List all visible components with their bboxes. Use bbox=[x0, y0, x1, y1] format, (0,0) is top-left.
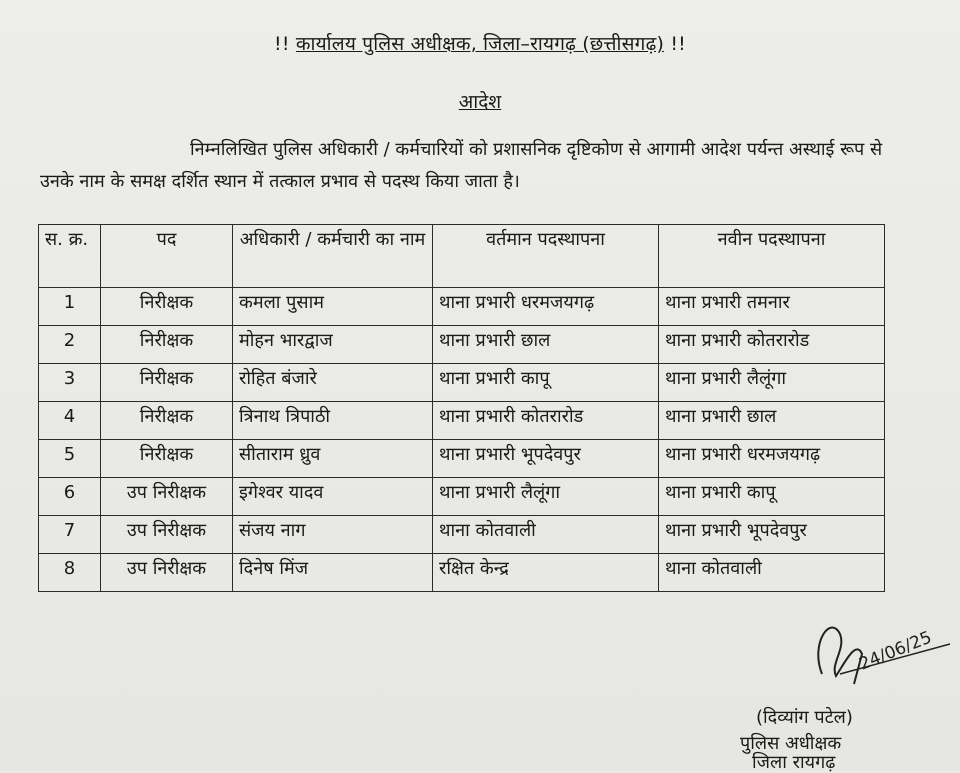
cell-post: उप निरीक्षक bbox=[101, 554, 233, 592]
cell-current-posting: थाना प्रभारी कापू bbox=[433, 364, 659, 402]
transfer-table bbox=[38, 224, 885, 592]
signatory-designation: पुलिस अधीक्षक bbox=[740, 733, 842, 754]
cell-new-posting: थाना कोतवाली bbox=[659, 554, 885, 592]
cell-name: संजय नाग bbox=[233, 516, 433, 554]
cell-post: उप निरीक्षक bbox=[101, 516, 233, 554]
signature-mark bbox=[800, 604, 960, 694]
cell-post: निरीक्षक bbox=[101, 288, 233, 326]
cell-post: निरीक्षक bbox=[101, 326, 233, 364]
table-header-row bbox=[39, 225, 885, 288]
cell-new-posting: थाना प्रभारी कोतरारोड bbox=[659, 326, 885, 364]
col-header-current-posting: वर्तमान पदस्थापना bbox=[433, 225, 659, 288]
title-suffix: !! bbox=[670, 33, 686, 55]
cell-current-posting: थाना प्रभारी छाल bbox=[433, 326, 659, 364]
cell-name: मोहन भारद्वाज bbox=[233, 326, 433, 364]
cell-name: इगेश्वर यादव bbox=[233, 478, 433, 516]
cell-serial: 5 bbox=[39, 440, 101, 478]
cell-current-posting: थाना प्रभारी भूपदेवपुर bbox=[433, 440, 659, 478]
order-paragraph: निम्नलिखित पुलिस अधिकारी / कर्मचारियों को प्रशासनिक दृष्टिकोण से आगामी आदेश पर्यन्त अस्थाई रूप से उनके नाम के समक्ष दर्शित स्थान में तत्काल प्रभाव से पदस्थ किया जाता है। bbox=[40, 139, 883, 192]
table-row bbox=[39, 288, 885, 326]
cell-new-posting: थाना प्रभारी लैलूंगा bbox=[659, 364, 885, 402]
table-row bbox=[39, 326, 885, 364]
cell-name: दिनेष मिंज bbox=[233, 554, 433, 592]
signatory-name: (दिव्यांग पटेल) bbox=[756, 707, 853, 728]
col-header-new-posting: नवीन पदस्थापना bbox=[659, 225, 885, 288]
table-row bbox=[39, 402, 885, 440]
cell-post: निरीक्षक bbox=[101, 402, 233, 440]
cell-new-posting: थाना प्रभारी कापू bbox=[659, 478, 885, 516]
cell-name: कमला पुसाम bbox=[233, 288, 433, 326]
col-header-serial: स. क्र. bbox=[39, 225, 101, 288]
signature-date: 24/06/25 bbox=[856, 627, 935, 675]
cell-current-posting: थाना प्रभारी कोतरारोड bbox=[433, 402, 659, 440]
cell-serial: 8 bbox=[39, 554, 101, 592]
cell-new-posting: थाना प्रभारी तमनार bbox=[659, 288, 885, 326]
office-title bbox=[0, 30, 960, 56]
col-header-post: पद bbox=[101, 225, 233, 288]
cell-serial: 7 bbox=[39, 516, 101, 554]
table-row bbox=[39, 478, 885, 516]
cell-serial: 3 bbox=[39, 364, 101, 402]
table-row bbox=[39, 554, 885, 592]
table-row bbox=[39, 364, 885, 402]
cell-current-posting: थाना प्रभारी लैलूंगा bbox=[433, 478, 659, 516]
table-row bbox=[39, 440, 885, 478]
cell-name: सीताराम ध्रुव bbox=[233, 440, 433, 478]
cell-new-posting: थाना प्रभारी धरमजयगढ़ bbox=[659, 440, 885, 478]
cell-serial: 6 bbox=[39, 478, 101, 516]
order-heading: आदेश bbox=[458, 91, 502, 113]
cell-new-posting: थाना प्रभारी छाल bbox=[659, 402, 885, 440]
cell-post: निरीक्षक bbox=[101, 440, 233, 478]
cell-name: त्रिनाथ त्रिपाठी bbox=[233, 402, 433, 440]
table-row bbox=[39, 516, 885, 554]
cell-new-posting: थाना प्रभारी भूपदेवपुर bbox=[659, 516, 885, 554]
cell-post: निरीक्षक bbox=[101, 364, 233, 402]
title-text: कार्यालय पुलिस अधीक्षक, जिला–रायगढ़ (छत्तीसगढ़) bbox=[295, 33, 665, 55]
cell-post: उप निरीक्षक bbox=[101, 478, 233, 516]
cell-current-posting: थाना प्रभारी धरमजयगढ़ bbox=[433, 288, 659, 326]
signatory-district: जिला रायगढ़ bbox=[752, 752, 836, 773]
cell-serial: 4 bbox=[39, 402, 101, 440]
cell-serial: 1 bbox=[39, 288, 101, 326]
col-header-name: अधिकारी / कर्मचारी का नाम bbox=[233, 225, 433, 288]
title-prefix: !! bbox=[274, 33, 290, 55]
cell-current-posting: रक्षित केन्द्र bbox=[433, 554, 659, 592]
cell-serial: 2 bbox=[39, 326, 101, 364]
cell-name: रोहित बंजारे bbox=[233, 364, 433, 402]
cell-current-posting: थाना कोतवाली bbox=[433, 516, 659, 554]
